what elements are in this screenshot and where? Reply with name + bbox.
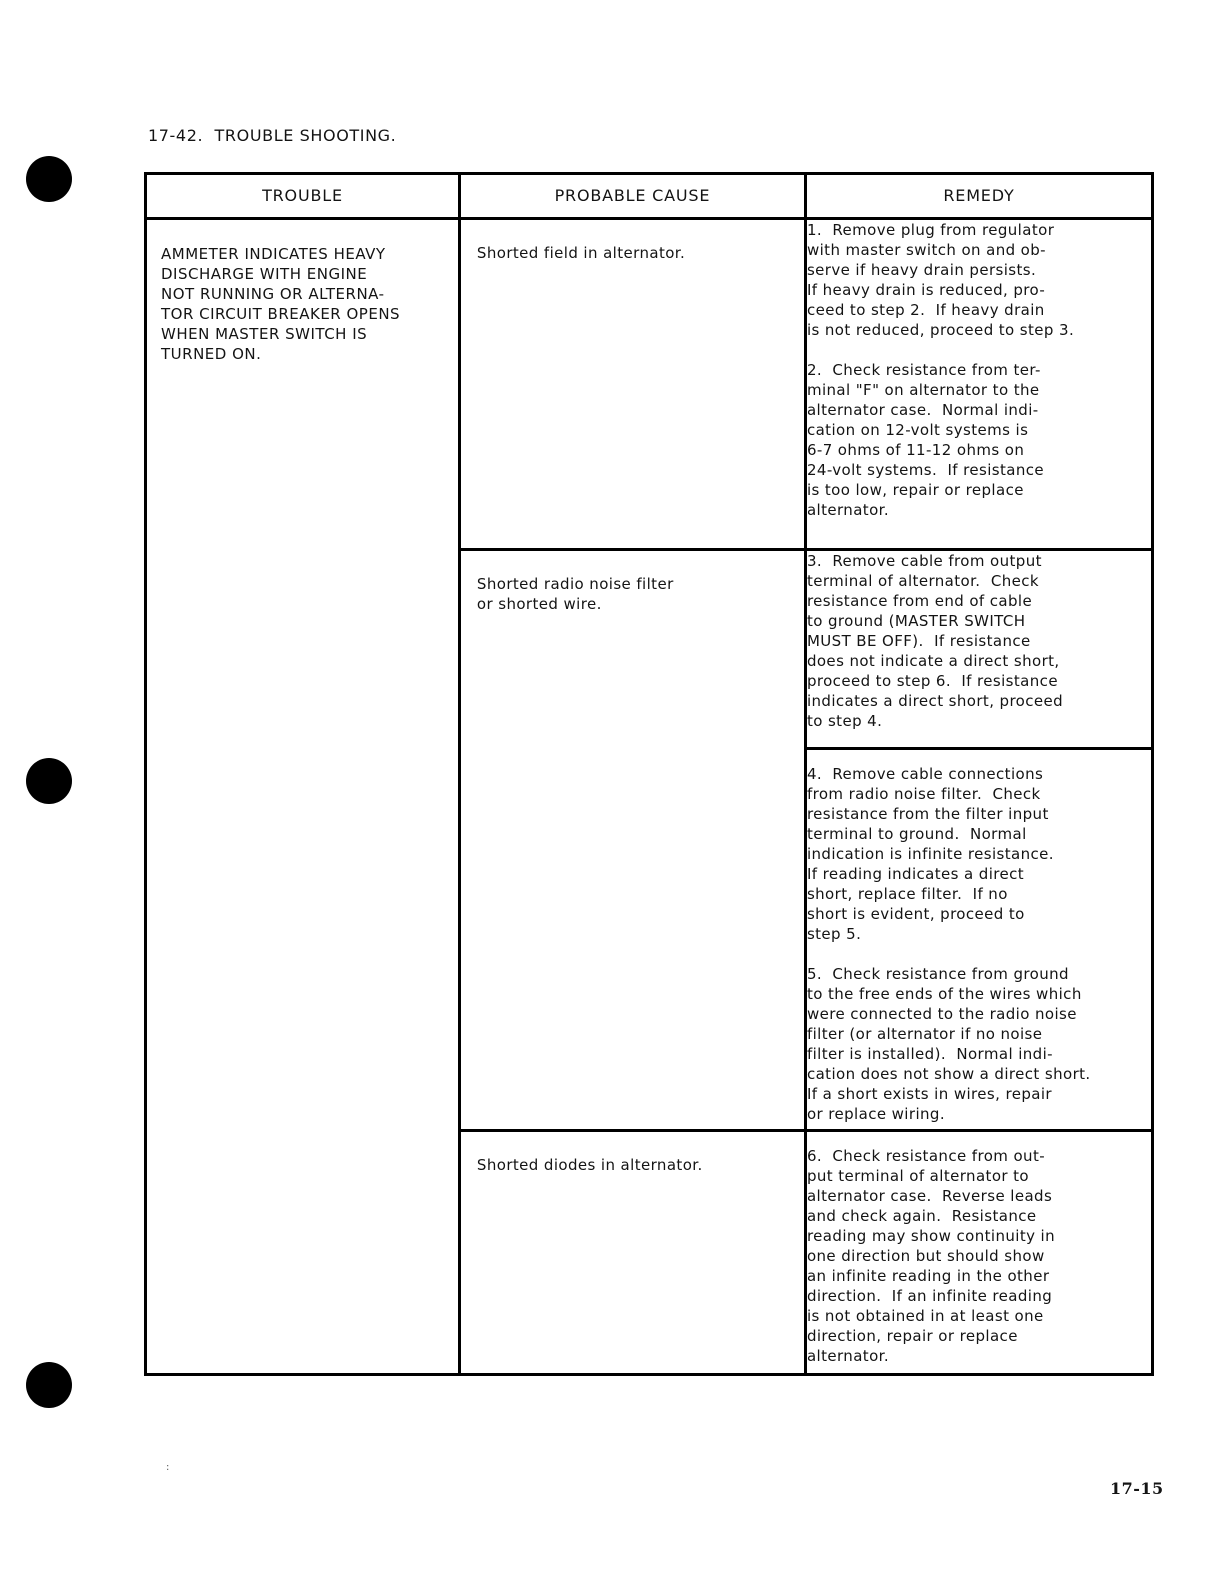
remedy-cell bbox=[805, 219, 1152, 550]
cause-text-shorted-field: Shorted field in alternator. bbox=[476, 244, 686, 262]
table-row bbox=[146, 219, 1153, 550]
cause-cell bbox=[459, 550, 805, 1131]
remedy-cell bbox=[805, 550, 1152, 749]
trouble-text: AMMETER INDICATES HEAVY DISCHARGE WITH ENGINE NOT RUNNING OR ALTERNA- TOR CIRCUIT BREAKER OPENS WHEN MASTER SWITCH IS TURNED ON. bbox=[161, 245, 401, 363]
header-probable-cause: PROBABLE CAUSE bbox=[459, 174, 805, 219]
cause-cell bbox=[459, 219, 805, 550]
scan-speck: : bbox=[166, 1462, 170, 1473]
header-remedy: REMEDY bbox=[805, 174, 1152, 219]
troubleshooting-table bbox=[144, 172, 1154, 1376]
header-trouble: TROUBLE bbox=[146, 174, 460, 219]
remedy-cell bbox=[805, 1131, 1152, 1375]
cause-cell bbox=[459, 1131, 805, 1375]
remedy-step-4: 4. Remove cable connections from radio noise filter. Check resistance from the filter input terminal to ground. Normal indication is infinite resistance. If reading indicates a direct short, replace filter. If no short is evident, proceed to step 5. bbox=[806, 765, 1054, 943]
remedy-step-3: 3. Remove cable from output terminal of alternator. Check resistance from end of cable to ground (MASTER SWITCH MUST BE OFF). If resistance does not indicate a direct short, proceed to step 6. If resistance indicates a direct short, proceed to step 4. bbox=[806, 552, 1064, 730]
section-title: 17-42. TROUBLE SHOOTING. bbox=[148, 126, 397, 145]
trouble-cell bbox=[146, 219, 460, 1375]
page-number: 17-15 bbox=[1110, 1479, 1164, 1498]
remedy-step-2: 2. Check resistance from ter- minal "F" on alternator to the alternator case. Normal indi- cation on 12-volt systems is 6-7 ohms of 11-12 ohms on 24-volt systems. If resistance is too low, repair or replace alternator. bbox=[806, 361, 1045, 519]
remedy-cell bbox=[805, 749, 1152, 1131]
cause-text-shorted-diodes: Shorted diodes in alternator. bbox=[476, 1156, 703, 1174]
binder-hole-bottom bbox=[26, 1362, 72, 1408]
remedy-step-1: 1. Remove plug from regulator with master switch on and ob- serve if heavy drain persists. If heavy drain is reduced, pro- ceed to step 2. If heavy drain is not reduced, proceed to step 3. bbox=[806, 221, 1075, 339]
remedy-step-5: 5. Check resistance from ground to the free ends of the wires which were connected to the radio noise filter (or alternator if no noise filter is installed). Normal indi- cation does not show a direct short. If a short exists in wires, repair or replace wiring. bbox=[806, 965, 1091, 1123]
cause-text-shorted-filter: Shorted radio noise filter or shorted wire. bbox=[476, 575, 674, 613]
binder-hole-middle bbox=[26, 758, 72, 804]
remedy-step-6: 6. Check resistance from out- put terminal of alternator to alternator case. Reverse leads and check again. Resistance reading may show continuity in one direction but should show an infinite reading in the other direction. If an infinite reading is not obtained in at least one direction, repair or replace alternator. bbox=[806, 1147, 1056, 1365]
header-row bbox=[146, 174, 1153, 219]
binder-hole-top bbox=[26, 156, 72, 202]
